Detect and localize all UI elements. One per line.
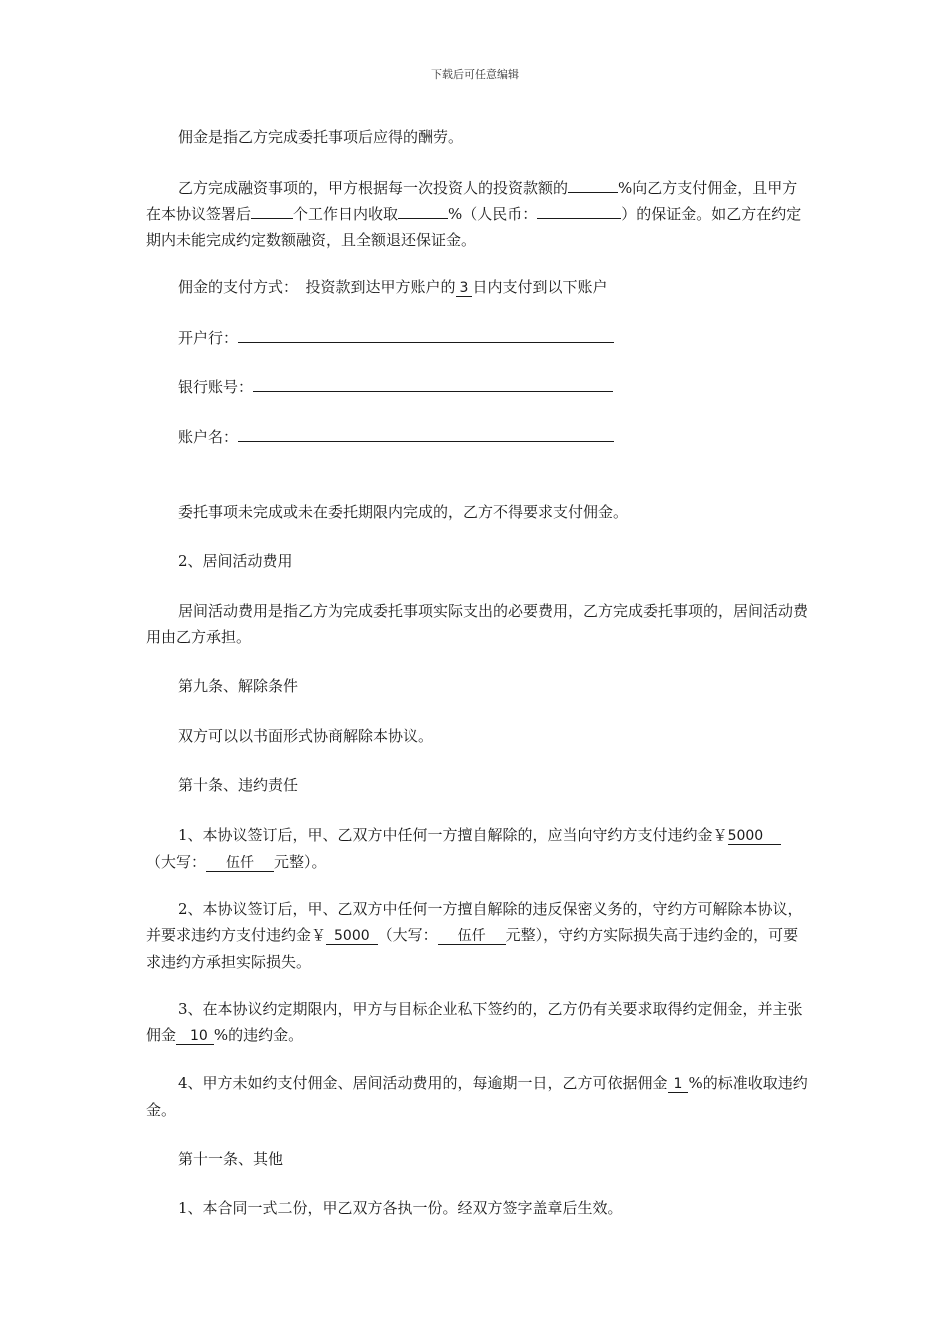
field-bank: 开户行： xyxy=(146,325,810,351)
article-10-title: 第十条、违约责任 xyxy=(178,776,299,794)
blank-deposit-percent xyxy=(398,201,448,219)
blank-deposit-amount xyxy=(537,201,621,219)
clause-10-2: 2、本协议签订后，甲、乙双方中任何一方擅自解除的违反保密义务的，守约方可解除本协议，并要求违约方支付违约金￥ 5000 （大写： 伍仟 元整），守约方实际损失高于违约金的，可要求违约方承担实际损失。 xyxy=(146,900,803,971)
field-account-number: 银行账号： xyxy=(146,374,810,400)
clause-10-4: 4、甲方未如约支付佣金、居间活动费用的，每逾期一日，乙方可依据佣金 1 %的标准收取违约金。 xyxy=(146,1074,808,1119)
paragraph-commission-definition: 佣金是指乙方完成委托事项后应得的酬劳。 xyxy=(178,128,464,146)
paragraph-payment-method: 佣金的支付方式： 投资款到达甲方账户的 3 日内支付到以下账户 xyxy=(178,278,608,296)
paragraph-activity-fees: 居间活动费用是指乙方为完成委托事项实际支出的必要费用，乙方完成委托事项的，居间活动费用由乙方承担。 xyxy=(146,602,809,646)
penalty-percent-4: 1 xyxy=(668,1076,689,1093)
clause-10-3: 3、在本协议约定期限内，甲方与目标企业私下签约的，乙方仍有关要求取得约定佣金，并主张佣金 10 %的违约金。 xyxy=(146,1000,803,1044)
penalty-amount-1: 5000 xyxy=(728,828,782,845)
blank-percent xyxy=(568,175,618,193)
article-11-title: 第十一条、其他 xyxy=(178,1150,284,1168)
payment-days: 3 xyxy=(456,280,473,297)
penalty-percent-3: 10 xyxy=(176,1028,214,1045)
article-9-body: 双方可以以书面形式协商解除本协议。 xyxy=(178,727,434,745)
blank-workdays xyxy=(251,201,293,219)
penalty-caps-2: 伍仟 xyxy=(438,928,506,945)
page-header: 下载后可任意编辑 xyxy=(431,68,519,81)
article-11-clause-1: 1、本合同一式二份，甲乙双方各执一份。经双方签字盖章后生效。 xyxy=(178,1199,623,1217)
field-account-name: 账户名： xyxy=(146,424,810,450)
account-name-blank-line xyxy=(238,424,614,442)
section-activity-fees: 2、居间活动费用 xyxy=(178,552,293,570)
penalty-amount-2: 5000 xyxy=(326,928,378,945)
account-number-blank-line xyxy=(253,374,613,392)
bank-blank-line xyxy=(238,325,614,343)
paragraph-no-commission: 委托事项未完成或未在委托期限内完成的，乙方不得要求支付佣金。 xyxy=(178,503,629,521)
penalty-caps-1: 伍仟 xyxy=(206,855,274,872)
article-9-title: 第九条、解除条件 xyxy=(178,677,299,695)
paragraph-financing-commission: 乙方完成融资事项的，甲方根据每一次投资人的投资款额的 %向乙方支付佣金，且甲方在本协议签署后 个工作日内收取 %（人民币： ）的保证金。如乙方在约定期内未能完成约定数额融资，且全额退还保证金。 xyxy=(146,175,810,253)
clause-10-1: 1、本协议签订后，甲、乙双方中任何一方擅自解除的，应当向守约方支付违约金￥5000（大写： 伍仟 元整）。 xyxy=(146,822,810,876)
